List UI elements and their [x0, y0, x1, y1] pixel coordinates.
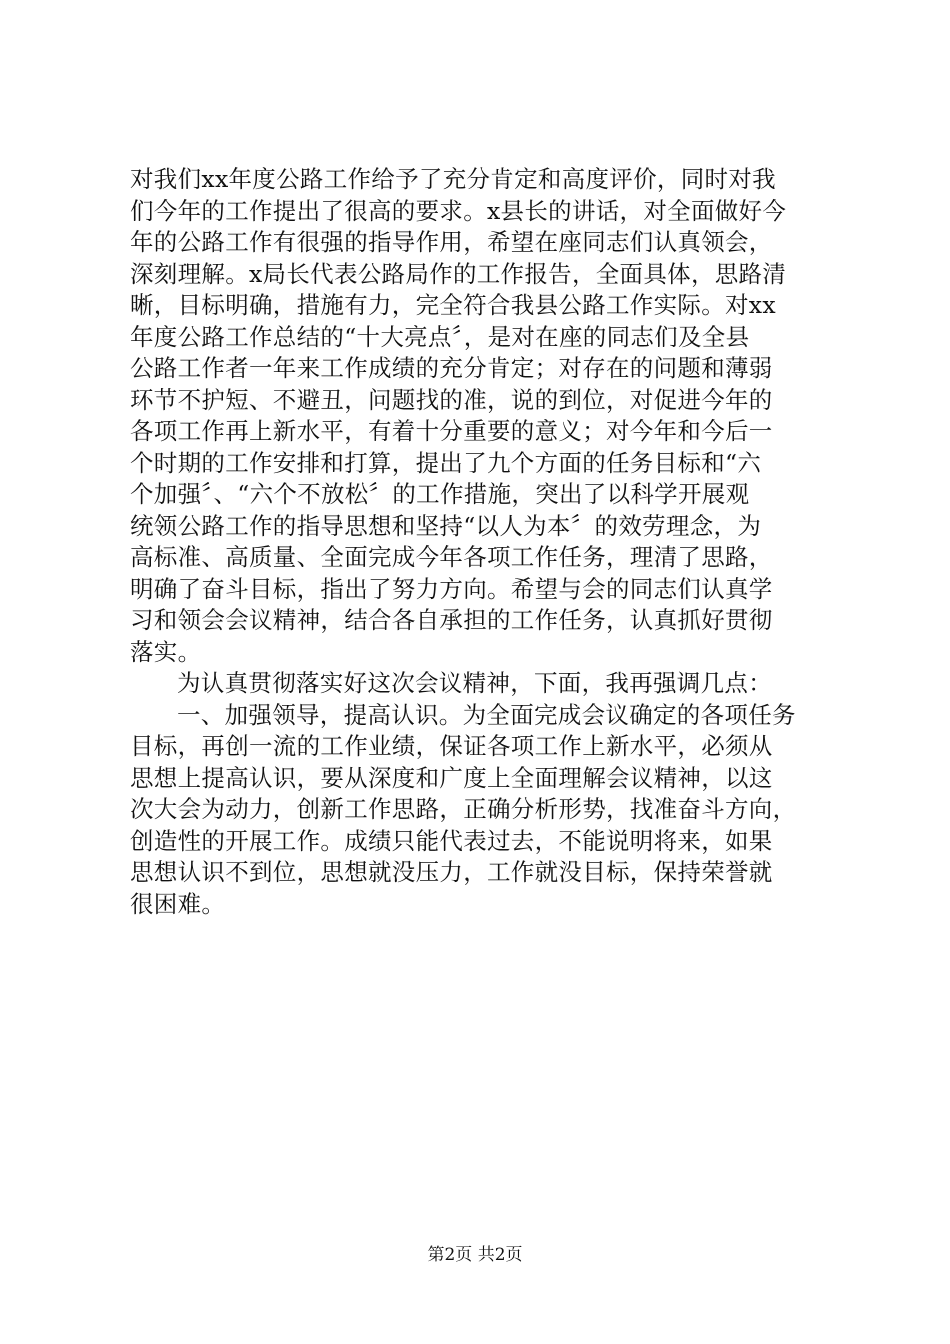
- text-line: 个时期的工作安排和打算，提出了九个方面的任务目标和“六: [130, 448, 762, 477]
- document-body: [130, 164, 830, 920]
- text-line: 习和领会会议精神，结合各自承担的工作任务，认真抓好贯彻: [130, 606, 773, 634]
- text-line: 公路工作者一年来工作成绩的充分肯定；对存在的问题和薄弱: [130, 354, 773, 382]
- text-line: 创造性的开展工作。成绩只能代表过去，不能说明将来，如果: [130, 826, 773, 855]
- text-line: 明确了奋斗目标，指出了努力方向。希望与会的同志们认真学: [130, 574, 773, 603]
- text-line: 年度公路工作总结的“十大亮点〞，是对在座的同志们及全县: [130, 322, 750, 351]
- text-line: 晰，目标明确，措施有力，完全符合我县公路工作实际。对xx: [130, 291, 776, 319]
- text-line: 年的公路工作有很强的指导作用，希望在座同志们认真领会，: [130, 228, 773, 256]
- page-number-label: 第2页 共2页: [427, 1245, 523, 1265]
- text-line: 目标，再创一流的工作业绩，保证各项工作上新水平，必须从: [130, 732, 773, 760]
- text-line: 深刻理解。x局长代表公路局作的工作报告，全面具体，思路清: [130, 259, 787, 288]
- page-footer: [0, 1244, 950, 1266]
- text-line: 思想认识不到位，思想就没压力，工作就没目标，保持荣誉就: [130, 858, 773, 886]
- paragraph-first-line: 为认真贯彻落实好这次会议精神，下面，我再强调几点：: [177, 669, 772, 697]
- section-heading-line: 一、加强领导，提高认识。为全面完成会议确定的各项任务: [177, 700, 796, 729]
- text-line: 很困难。: [130, 889, 226, 918]
- text-line: 落实。: [130, 637, 202, 666]
- text-line: 环节不护短、不避丑，问题找的准，说的到位，对促进今年的: [130, 385, 773, 414]
- text-line: 各项工作再上新水平，有着十分重要的意义；对今年和今后一: [130, 417, 773, 445]
- text-line: 统领公路工作的指导思想和坚持“以人为本〞的效劳理念，为: [130, 511, 762, 540]
- text-line: 高标准、高质量、全面完成今年各项工作任务，理清了思路，: [130, 543, 773, 571]
- text-line: 思想上提高认识，要从深度和广度上全面理解会议精神，以这: [130, 763, 773, 792]
- text-line: 对我们xx年度公路工作给予了充分肯定和高度评价，同时对我: [130, 165, 776, 193]
- text-line: 们今年的工作提出了很高的要求。x县长的讲话，对全面做好今: [130, 196, 787, 225]
- text-line: 个加强〞、“六个不放松〞的工作措施，突出了以科学开展观: [130, 480, 750, 508]
- text-line: 次大会为动力，创新工作思路，正确分析形势，找准奋斗方向，: [130, 795, 797, 823]
